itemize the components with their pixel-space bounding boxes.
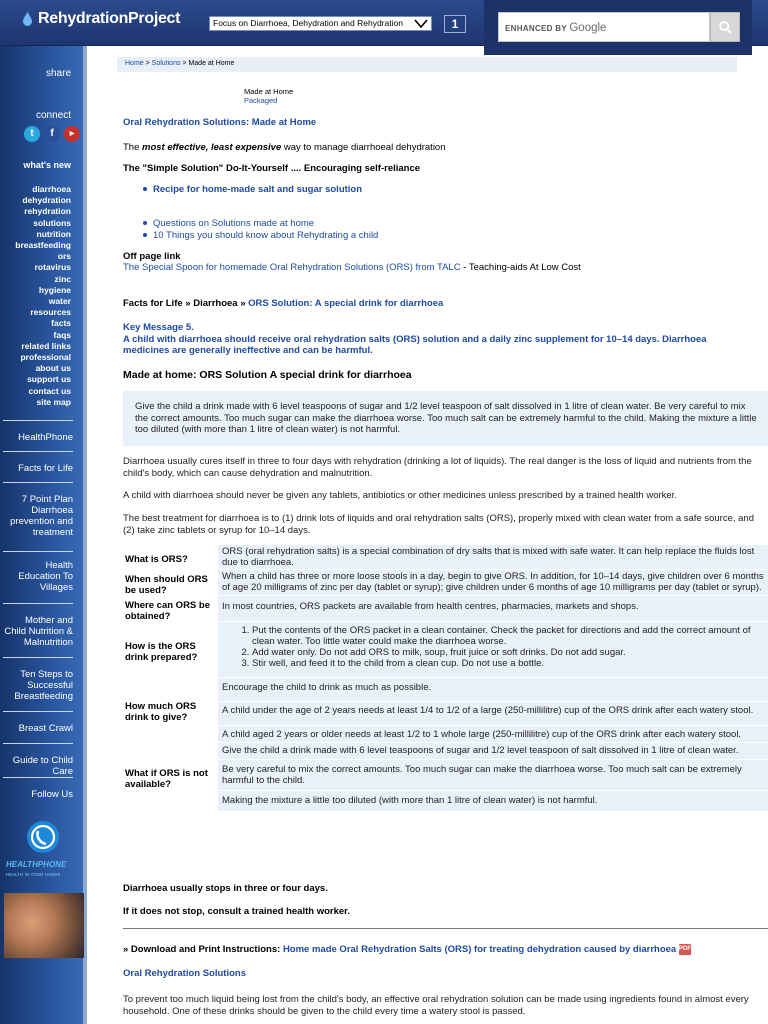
faq-answer: Encourage the child to drink as much as possible. [218,678,768,702]
sidebar-item[interactable]: rotavirus [34,262,71,273]
sidebar-block-healthphone[interactable]: HealthPhone [18,432,73,443]
sidebar-divider [3,451,73,452]
sidebar-item[interactable]: contact us [28,385,71,396]
sidebar-item[interactable]: related links [21,340,71,351]
faq-question: How much ORS drink to give? [125,701,197,723]
key-message-title: Key Message 5. [123,322,194,333]
recipe-link[interactable]: Recipe for home-made salt and sugar solution [153,184,363,195]
breadcrumb-solutions[interactable]: Solutions [151,60,181,67]
table-row [123,622,768,678]
faq-answer: Making the mixture a little too diluted (with more than 1 litre of clean water) is not harmful. [218,791,768,812]
page-badge[interactable]: 1 [444,15,466,33]
list-item: 1. Put the contents of the ORS packet in a clean container. Check the packet for directions and add the correct amount of clean water. Too little water could make the diarrhoea worse. [252,625,764,647]
paragraph-never-tablets: A child with diarrhoea should never be given any tablets, antibiotics or other medicines unless prescribed by a trained health worker. [123,490,677,501]
consult-text: If it does not stop, consult a trained health worker. [123,906,350,917]
sidebar-item[interactable]: professional [20,352,71,363]
pdf-icon[interactable]: PDF [679,944,691,955]
table-row [123,596,768,622]
table-row [123,726,768,743]
healthphone-tagline: HEALTH IN YOUR HANDS [6,872,61,877]
sidebar-item[interactable]: support us [27,374,71,385]
main-content [123,0,768,1024]
water-drop-icon [22,12,33,26]
divider [123,928,768,929]
intro-emphasis: most effective, least expensive [142,142,282,153]
faq-question: When should ORS be used? [125,573,208,596]
sidebar-divider [3,551,73,552]
sidebar-block-breast-crawl[interactable]: Breast Crawl [18,723,73,734]
faq-answer [218,622,768,678]
faq-answer: A child aged 2 years or older needs at least 1/2 to 1 whole large (250-millilitre) cup of the ORS drink after each watery stool. [218,726,768,743]
faq-question: How is the ORS drink prepared? [125,640,198,663]
subnav-made: Made at Home [244,87,294,96]
stops-text: Diarrhoea usually stops in three or four days. [123,883,328,894]
questions-link[interactable]: Questions on Solutions made at home [153,218,315,229]
bullet-icon [143,233,147,237]
table-row [123,678,768,702]
connect-label: connect [35,110,71,121]
sidebar-item[interactable]: breastfeeding [15,240,71,251]
special-spoon-link[interactable]: The Special Spoon for homemade Oral Rehydration Solutions (ORS) from TALC [123,262,461,273]
sidebar-block-mother-child[interactable]: Mother and Child Nutrition & Malnutrition [4,615,73,648]
facts-for-life-line [123,298,443,310]
youtube-icon[interactable]: ▶ [64,126,80,142]
whats-new-link[interactable]: what's new [23,160,71,170]
sidebar-item[interactable]: dehydration [22,195,71,206]
sidebar [0,46,87,1024]
recipe-box [123,391,768,446]
faq-question: What is ORS? [125,553,188,565]
intro-post: way to manage diarrhoeal dehydration [281,142,446,153]
share-label[interactable]: share [45,68,71,79]
breadcrumb [117,57,737,72]
faq-answer: ORS (oral rehydration salts) is a special combination of dry salts that is mixed with safe water. It can help replace the fluids lost due to diarrhoea. [218,545,768,570]
sidebar-item[interactable]: water [48,296,71,307]
search-label-prefix: ENHANCED BY [505,24,567,33]
section-heading: Made at home: ORS Solution A special drink for diarrhoea [123,369,412,381]
search-label-brand: Google [569,22,607,34]
subnav [244,87,293,105]
sidebar-divider [3,482,73,483]
sidebar-item[interactable]: facts [51,318,71,329]
bullet-icon [143,221,147,225]
table-row [123,702,768,726]
table-row [123,743,768,760]
sidebar-item[interactable]: diarrhoea [32,184,71,194]
table-row [123,545,768,570]
recipe-box-text: Give the child a drink made with 6 level teaspoons of sugar and 1/2 level teaspoon of salt dissolved in 1 litre of clean water. Be very careful to mix the correct amounts. Too much sugar can make the diarrhoea worse. Too much salt can be extremely harmful to the child. Making the mixture a little too diluted (with more than 1 litre of clean water) is not harmful. [135,401,757,435]
ors-heading: Oral Rehydration Solutions [123,968,246,979]
faq-question: What if ORS is not available? [125,768,208,790]
key-message [123,322,753,357]
ors-faq-table [123,545,768,812]
twitter-icon[interactable]: t [24,126,40,142]
sidebar-item[interactable]: solutions [33,217,71,228]
site-logo-text: RehydrationProject [38,10,181,27]
paragraph-cures: Diarrhoea usually cures itself in three to four days with rehydration (drinking a lot of liquids). The real danger is the loss of liquid and nutrients from the child's body, which can cause dehydration and malnutrition. [123,456,752,479]
ffl-prefix: Facts for Life » Diarrhoea » [123,298,249,309]
mother-child-photo [4,893,84,958]
sidebar-item[interactable]: ors [57,251,71,262]
faq-answer: In most countries, ORS packets are available from health centres, pharmacies, markets and shops. [218,596,768,622]
recipe-item [143,184,362,196]
key-message-text: A child with diarrhoea should receive oral rehydration salts (ORS) solution and a daily zinc supplement for 10–14 days. Diarrhoea medicines are generally ineffective and can be harmful. [123,333,707,356]
offpage-line [123,262,581,274]
related-links [143,218,378,242]
simple-solution-heading: The "Simple Solution" Do-It-Yourself .... Encouraging self-reliance [123,163,421,174]
breadcrumb-home[interactable]: Home [125,60,144,67]
ten-things-link[interactable]: 10 Things you should know about Rehydrating a child [153,230,379,241]
faq-answer: Give the child a drink made with 6 level teaspoons of sugar and 1/2 level teaspoon of salt dissolved in 1 litre of clean water. [218,743,768,760]
list-item: 3. Stir well, and feed it to the child from a clean cup. Do not use a bottle. [252,658,764,669]
paragraph-best-treatment: The best treatment for diarrhoea is to (1) drink lots of liquids and oral rehydration salts (ORS), properly mixed with clean water from a safe source, and (2) take zinc tablets or syrup for 10–14 days. [123,513,754,536]
breadcrumb-sep: > [180,60,189,67]
download-line [123,944,691,956]
sidebar-divider [3,743,73,744]
breadcrumb-sep: > [143,60,152,67]
healthphone-logo-icon [26,820,60,854]
faq-answer: Be very careful to mix the correct amounts. Too much sugar can make the diarrhoea worse. Too much salt can be extremely harmful to the child. [218,760,768,791]
faq-answer: A child under the age of 2 years needs at least 1/4 to 1/2 of a large (250-millilitre) cup of the ORS drink after each watery stool. [218,702,768,726]
sidebar-item[interactable]: nutrition [36,228,71,239]
table-row [123,760,768,791]
sidebar-item[interactable]: hygiene [38,284,71,295]
bullet-icon [143,187,147,191]
intro-pre: The [123,142,143,153]
paragraph-prevent: To prevent too much liquid being lost from the child's body, an effective oral rehydration solution can be made using ingredients found in almost every household. One of these drinks should be given to the child every time a watery stool is passed. [123,994,749,1017]
sidebar-divider [3,603,73,604]
healthphone-logo-text: HEALTHPHONE [6,860,67,869]
sidebar-item[interactable]: faqs [53,329,71,340]
sidebar-block-health-education[interactable]: Health Education To Villages [18,560,73,593]
sidebar-block-7-point-plan[interactable]: 7 Point Plan Diarrhoea prevention and treatment [10,494,73,538]
breadcrumb-current: Made at Home [188,60,235,67]
subnav-packaged[interactable]: Packaged [244,96,278,105]
faq-answer: When a child has three or more loose stools in a day, begin to give ORS. In addition, for 10–14 days, give children over 6 months of age 20 milligrams of zinc per day (tablet or syrup); give children under 6 months of age 10 milligrams per day (tablet or syrup). [218,570,768,596]
prep-steps [222,625,764,669]
sidebar-block-facts[interactable]: Facts for Life [18,463,73,474]
sidebar-menu [15,184,71,408]
facebook-icon[interactable]: f [44,126,60,142]
sidebar-item[interactable]: about us [35,363,71,374]
sidebar-block-ten-steps[interactable]: Ten Steps to Successful Breastfeeding [14,669,73,702]
download-prefix: » Download and Print Instructions: [123,944,283,956]
intro-text [123,142,446,154]
sidebar-item[interactable]: rehydration [24,206,71,217]
page-title: Oral Rehydration Solutions: Made at Home [123,117,317,128]
offpage-suffix: - Teaching-aids At Low Cost [460,262,581,273]
table-row [123,570,768,596]
offpage-label: Off page link [123,251,181,262]
healthphone-logo[interactable] [4,820,84,880]
sidebar-item[interactable]: site map [36,396,71,407]
faq-question: Where can ORS be obtained? [125,599,210,622]
sidebar-item[interactable]: resources [30,307,71,318]
sidebar-divider [3,777,73,778]
sidebar-block-follow-us[interactable]: Follow Us [31,789,73,800]
sidebar-divider [3,711,73,712]
sidebar-item[interactable]: zinc [54,273,71,284]
list-item: 2. Add water only. Do not add ORS to milk, soup, fruit juice or soft drinks. Do not add sugar. [252,647,764,658]
sidebar-divider [3,657,73,658]
ors-special-drink-link[interactable]: ORS Solution: A special drink for diarrhoea [248,298,444,309]
sidebar-divider [3,420,73,421]
focus-select-value: Focus on Diarrhoea, Dehydration and Rehydration [213,18,403,28]
sidebar-block-guide[interactable]: Guide to Child Care [12,755,73,777]
table-row [123,791,768,812]
download-ors-link[interactable]: Home made Oral Rehydration Salts (ORS) for treating dehydration caused by diarrhoea [282,944,677,956]
